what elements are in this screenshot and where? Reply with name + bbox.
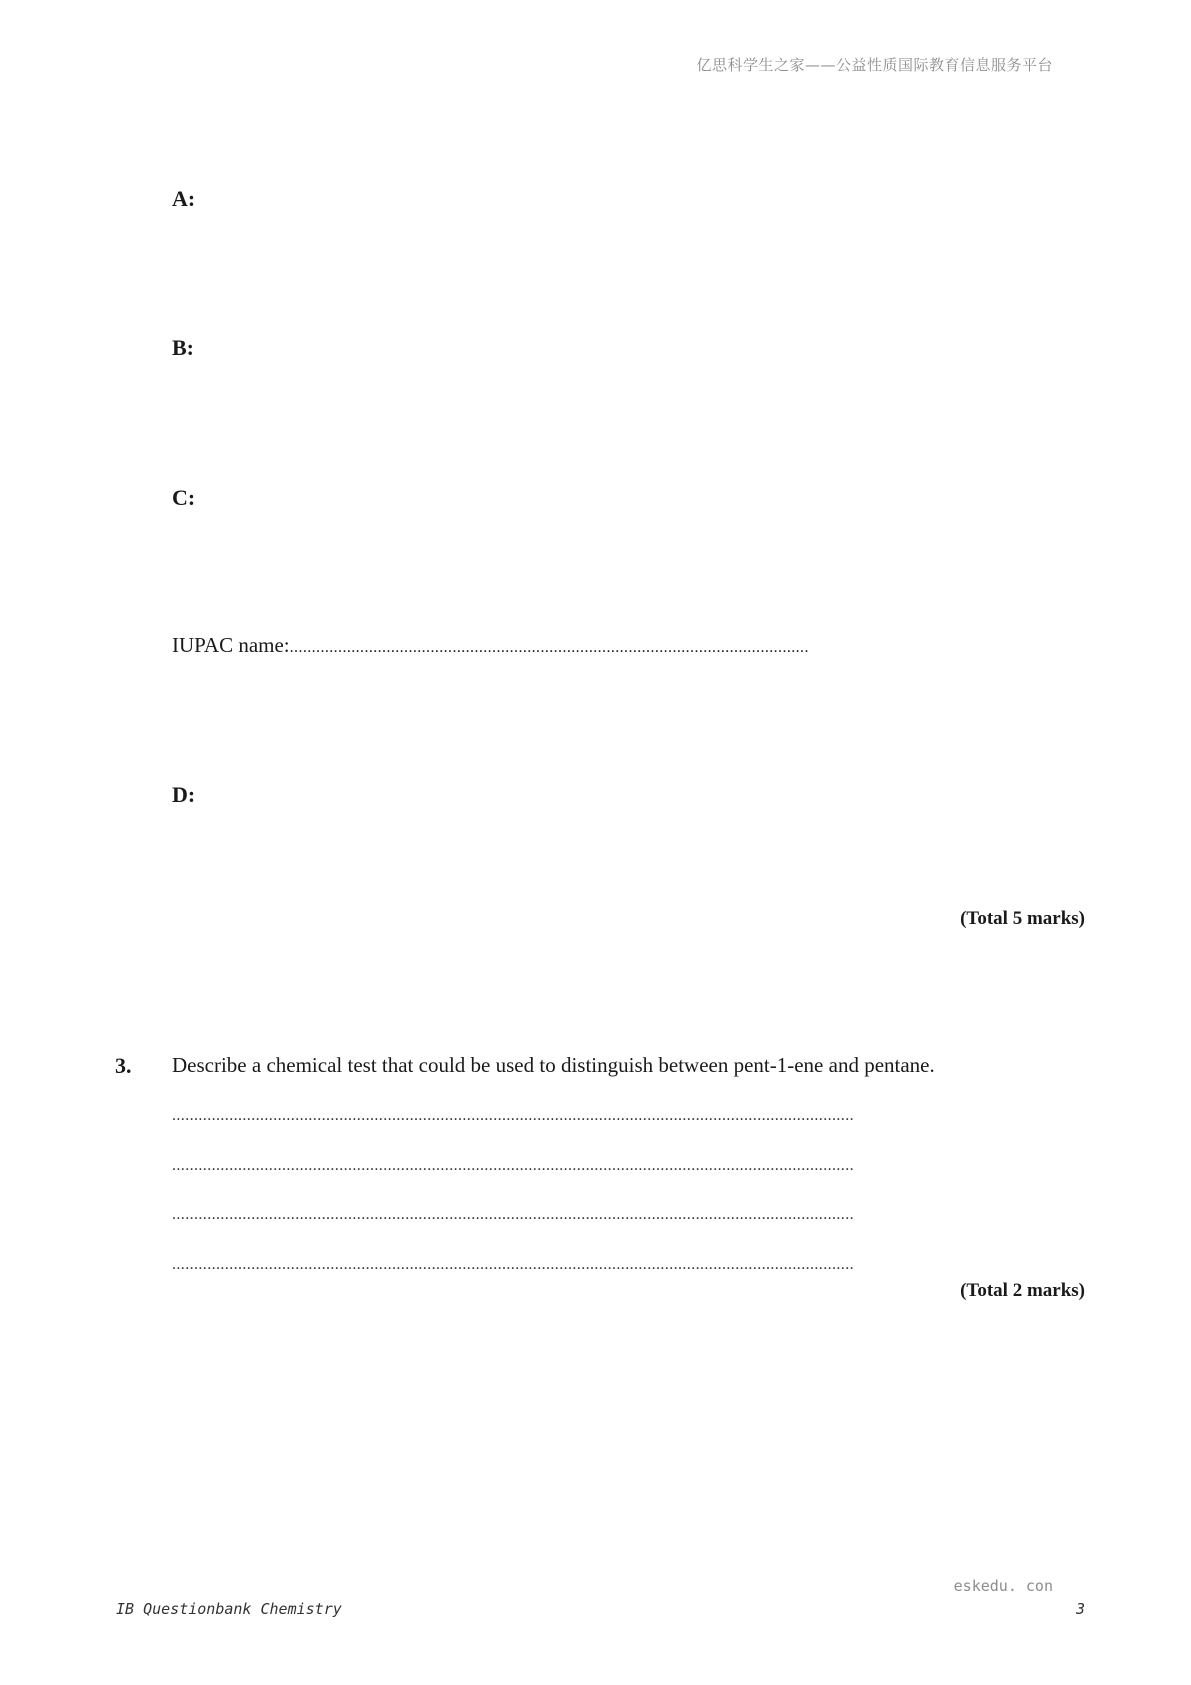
footer-title: IB Questionbank Chemistry — [116, 1600, 342, 1618]
answer-line-1: ........................................................................................................................................................... — [172, 1107, 854, 1124]
question-number: 3. — [115, 1053, 132, 1078]
label-b: B: — [172, 335, 194, 360]
iupac-name-line — [172, 633, 809, 658]
total-marks-part2: (Total 5 marks) — [960, 908, 1085, 929]
label-a: A: — [172, 186, 196, 211]
page-number: 3 — [1075, 1600, 1085, 1618]
answer-line-2: ........................................................................................................................................................... — [172, 1157, 854, 1174]
iupac-name-answer-dots: ...................................................................................................................... — [289, 639, 809, 656]
question-text: Describe a chemical test that could be used to distinguish between pent-1-ene and pentane. — [172, 1053, 935, 1077]
answer-line-3: ........................................................................................................................................................... — [172, 1206, 854, 1223]
answer-line-4: ........................................................................................................................................................... — [172, 1256, 854, 1273]
total-marks-question3: (Total 2 marks) — [960, 1280, 1085, 1301]
label-c: C: — [172, 485, 196, 510]
label-d: D: — [172, 782, 196, 807]
header-watermark: 亿思科学生之家——公益性质国际教育信息服务平台 — [696, 56, 1053, 74]
iupac-name-label: IUPAC name: — [172, 633, 290, 657]
footer-site: eskedu. con — [953, 1577, 1053, 1595]
